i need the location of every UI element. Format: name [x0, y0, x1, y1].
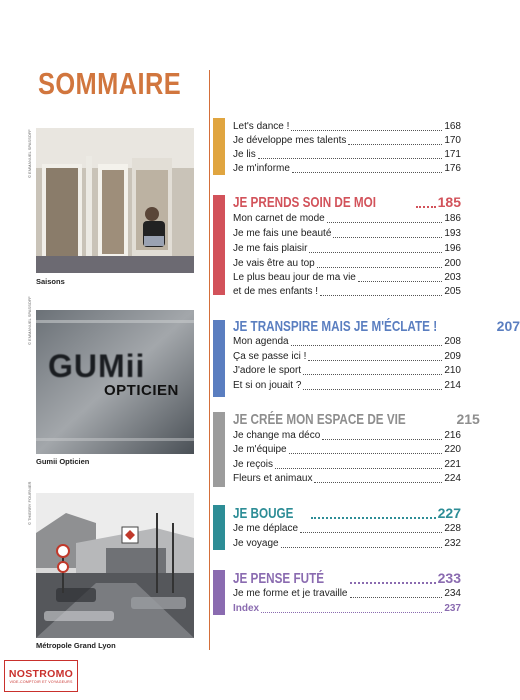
divider-line: [209, 70, 210, 650]
entry-label: Je change ma déco: [233, 430, 321, 441]
entry-page: 208: [444, 336, 461, 347]
section-bar-orange: [213, 118, 225, 175]
heading-label: JE PENSE FUTÉ: [233, 570, 325, 587]
page-title: SOMMAIRE: [38, 66, 182, 101]
toc-entry[interactable]: [233, 121, 461, 133]
entry-page: 216: [444, 430, 461, 441]
photo-credit: © THIERRY FOURNIER: [27, 481, 32, 525]
heading-label: JE CRÉE MON ESPACE DE VIE: [233, 411, 406, 428]
toc-entry[interactable]: [233, 523, 461, 535]
section-heading[interactable]: [233, 411, 480, 428]
heading-page: 233: [437, 570, 461, 586]
toc-entry[interactable]: [233, 228, 461, 240]
heading-page: 207: [496, 318, 520, 334]
toc-entry[interactable]: [233, 380, 461, 392]
entry-label: Le plus beau jour de ma vie: [233, 272, 356, 283]
section-bar-red: [213, 195, 225, 295]
photo-metropole-grand-lyon: [36, 493, 194, 638]
toc-entry[interactable]: [233, 444, 461, 456]
entry-label: Ça se passe ici !: [233, 351, 307, 362]
section-bar-teal: [213, 505, 225, 550]
toc-entry[interactable]: [233, 135, 461, 147]
heading-page: 227: [437, 505, 461, 521]
section-bar-blue: [213, 320, 225, 397]
heading-label: JE PRENDS SOIN DE MOI: [233, 194, 377, 211]
section-heading[interactable]: [233, 194, 461, 210]
toc-entry[interactable]: [233, 272, 461, 284]
entry-page: 170: [444, 135, 461, 146]
entry-label: Je m'équipe: [233, 444, 287, 455]
entry-label: Index: [233, 603, 260, 614]
entry-page: 196: [444, 243, 461, 254]
toc-entry[interactable]: [233, 286, 461, 298]
toc-entry[interactable]: [233, 336, 461, 348]
section-heading[interactable]: [233, 318, 520, 335]
photo-caption: Métropole Grand Lyon: [36, 641, 116, 650]
toc-entry[interactable]: [233, 149, 461, 161]
toc-entry[interactable]: [233, 473, 461, 485]
section-heading[interactable]: [233, 505, 461, 521]
toc-entry[interactable]: [233, 588, 461, 600]
nostromo-logo: [4, 660, 78, 692]
heading-page: 185: [437, 194, 461, 210]
photo-credit: © EMMANUEL SPASSOFF: [27, 296, 32, 345]
photo-gumii-opticien: [36, 310, 194, 454]
entry-label: et de mes enfants !: [233, 286, 319, 297]
opticien-sign: OPTICIEN: [104, 382, 179, 399]
entry-page: 234: [444, 588, 461, 599]
toc-entry[interactable]: [233, 258, 461, 270]
entry-page: 176: [444, 163, 461, 174]
entry-label: Je me déplace: [233, 523, 299, 534]
entry-page: 203: [444, 272, 461, 283]
entry-page: 224: [444, 473, 461, 484]
entry-page: 232: [444, 538, 461, 549]
entry-page: 237: [444, 603, 461, 614]
entry-page: 193: [444, 228, 461, 239]
toc-entry[interactable]: [233, 538, 461, 550]
entry-label: Fleurs et animaux: [233, 473, 313, 484]
entry-label: Je lis: [233, 149, 256, 160]
entry-label: Let's dance !: [233, 121, 290, 132]
entry-page: 228: [444, 523, 461, 534]
entry-label: Je développe mes talents: [233, 135, 347, 146]
toc-entry[interactable]: [233, 351, 461, 363]
photo-credit: © EMMANUEL SPASSOFF: [27, 129, 32, 178]
photo-saisons: [36, 128, 194, 273]
gumii-sign: GUMii: [48, 348, 146, 384]
entry-label: Je vais être au top: [233, 258, 315, 269]
toc-entry[interactable]: [233, 213, 461, 225]
photo-caption: Saisons: [36, 277, 65, 286]
entry-label: Mon carnet de mode: [233, 213, 325, 224]
heading-page: 215: [456, 411, 480, 427]
entry-label: Et si on jouait ?: [233, 380, 302, 391]
toc-entry[interactable]: [233, 163, 461, 175]
heading-label: JE TRANSPIRE MAIS JE M'ÉCLATE !: [233, 318, 438, 335]
entry-page: 220: [444, 444, 461, 455]
entry-label: Je me fais une beauté: [233, 228, 332, 239]
entry-page: 171: [444, 149, 461, 160]
entry-page: 168: [444, 121, 461, 132]
entry-page: 205: [444, 286, 461, 297]
entry-label: Je me forme et je travaille: [233, 588, 348, 599]
entry-page: 214: [444, 380, 461, 391]
section-bar-gray: [213, 412, 225, 487]
entry-label: J'adore le sport: [233, 365, 302, 376]
entry-label: Je reçois: [233, 459, 274, 470]
entry-label: Je m'informe: [233, 163, 290, 174]
entry-page: 210: [444, 365, 461, 376]
entry-page: 186: [444, 213, 461, 224]
toc-entry[interactable]: [233, 243, 461, 255]
entry-label: Mon agenda: [233, 336, 289, 347]
photo-caption: Gumii Opticien: [36, 457, 90, 466]
toc-entry[interactable]: [233, 365, 461, 377]
entry-page: 221: [444, 459, 461, 470]
toc-entry[interactable]: [233, 459, 461, 471]
section-bar-purple: [213, 570, 225, 615]
entry-page: 200: [444, 258, 461, 269]
entry-label: Je voyage: [233, 538, 279, 549]
heading-label: JE BOUGE: [233, 505, 294, 522]
logo-name: NOSTROMO: [8, 668, 74, 680]
entry-label: Je me fais plaisir: [233, 243, 308, 254]
logo-tagline: VIDE-COMPTOIR ET VOYAGEURS: [9, 680, 73, 684]
toc-entry-index[interactable]: [233, 603, 461, 615]
entry-page: 209: [444, 351, 461, 362]
toc-entry[interactable]: [233, 430, 461, 442]
section-heading[interactable]: [233, 570, 461, 586]
